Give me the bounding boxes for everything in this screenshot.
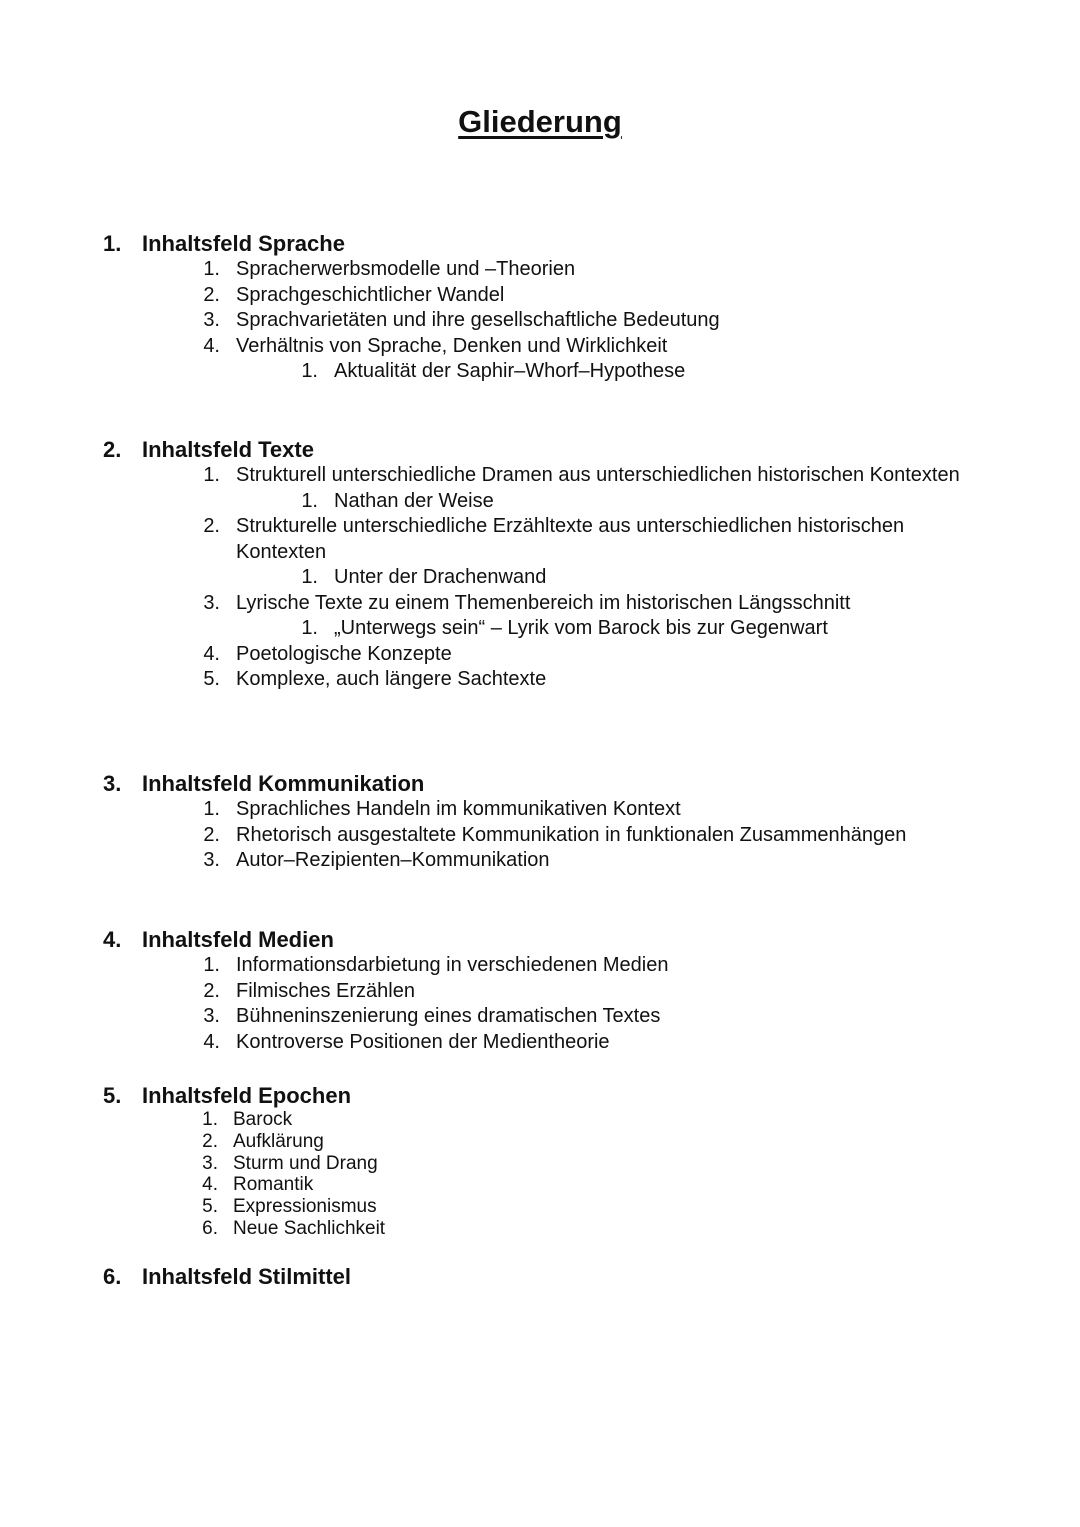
list-item [0,1196,1080,1218]
item-number: 3. [203,849,220,871]
list-item [0,1174,1080,1196]
list-item [0,642,1080,668]
item-text: Komplexe, auch längere Sachtexte [236,668,547,690]
section-heading [0,436,1080,463]
list-item [0,1030,1080,1056]
item-text: Romantik [233,1174,314,1196]
list-item [0,953,1080,979]
section-label: Inhaltsfeld Epochen [142,1083,352,1108]
item-text: Strukturell unterschiedliche Dramen aus unterschiedlichen historischen Kontexten [236,464,960,486]
item-number: 1. [203,798,220,820]
item-number: 1. [301,360,318,382]
list-item [0,591,1080,617]
item-number: 4. [203,1030,220,1053]
section-label: Inhaltsfeld Sprache [142,231,345,256]
item-number: 1. [301,489,318,512]
list-item [0,667,1080,693]
section-number: 6. [103,1264,122,1289]
item-text: Poetologische Konzepte [236,642,452,665]
list-item [0,1109,1080,1131]
list-item [0,1153,1080,1175]
item-text: Bühneninszenierung eines dramatischen Textes [236,1005,661,1027]
list-item [0,979,1080,1005]
item-text: Informationsdarbietung in verschiedenen Medien [236,954,669,976]
item-text: Aktualität der Saphir–Whorf–Hypothese [334,360,686,382]
section-heading [0,1082,1080,1109]
item-number: 3. [203,1005,220,1027]
section-medien [0,926,1080,1055]
item-number: 2. [203,515,220,537]
item-text: Verhältnis von Sprache, Denken und Wirklichkeit [236,334,668,357]
section-number: 2. [103,437,122,462]
item-number: 3. [203,309,220,331]
item-text: Lyrische Texte zu einem Themenbereich im historischen Längsschnitt [236,591,851,614]
item-number: 1. [203,258,220,280]
section-stilmittel [0,1263,1080,1290]
section-heading [0,1263,1080,1290]
list-item [0,848,1080,874]
item-text: Nathan der Weise [334,489,494,512]
section-heading [0,926,1080,953]
section-label: Inhaltsfeld Kommunikation [142,771,425,796]
item-number: 6. [202,1217,218,1239]
section-kommunikation [0,770,1080,874]
item-number: 1. [202,1109,218,1130]
item-number: 3. [202,1152,218,1174]
item-number: 2. [203,823,220,846]
item-text: Sturm und Drang [233,1152,378,1174]
sub-list-item [0,565,1080,591]
item-number: 5. [203,668,220,690]
item-text: Sprachgeschichtlicher Wandel [236,283,505,306]
item-number: 2. [202,1130,218,1152]
item-number: 3. [203,591,220,614]
list-item [0,823,1080,849]
item-number: 2. [203,283,220,306]
item-text: Expressionismus [233,1196,377,1218]
item-text: Unter der Drachenwand [334,566,547,588]
section-number: 5. [103,1083,122,1108]
list-item [0,463,1080,489]
item-number: 2. [203,979,220,1002]
list-item [0,797,1080,823]
page-title: Gliederung [458,104,622,139]
sub-list-item [0,359,1080,385]
list-item [0,283,1080,309]
item-text: Sprachvarietäten und ihre gesellschaftliche Bedeutung [236,309,720,331]
section-number: 1. [103,231,122,256]
list-item [0,334,1080,360]
list-item [0,1218,1080,1240]
section-label: Inhaltsfeld Texte [142,437,314,462]
item-text: Kontroverse Positionen der Medientheorie [236,1030,610,1053]
item-number: 4. [202,1174,218,1196]
sub-list-item [0,489,1080,515]
section-texte [0,436,1080,693]
list-item [0,257,1080,283]
section-number: 4. [103,927,122,952]
section-heading [0,230,1080,257]
section-heading [0,770,1080,797]
list-item [0,1004,1080,1030]
sub-list-item [0,616,1080,642]
item-number: 1. [203,464,220,486]
item-text: Filmisches Erzählen [236,979,415,1002]
item-number: 1. [301,617,318,639]
item-number: 4. [203,642,220,665]
section-number: 3. [103,771,122,796]
item-text: Autor–Rezipienten–Kommunikation [236,849,550,871]
item-text: Barock [233,1109,293,1130]
item-text: Sprachliches Handeln im kommunikativen Kontext [236,798,681,820]
list-item [0,308,1080,334]
list-item [0,1131,1080,1153]
section-epochen [0,1082,1080,1240]
item-text: Rhetorisch ausgestaltete Kommunikation in funktionalen Zusammenhängen [236,823,907,846]
item-text: Aufklärung [233,1130,324,1152]
section-sprache [0,230,1080,385]
item-text: Strukturelle unterschiedliche Erzähltexte aus unterschiedlichen historischen Kontexten [236,515,905,563]
section-label: Inhaltsfeld Stilmittel [142,1264,352,1289]
section-label: Inhaltsfeld Medien [142,927,334,952]
item-number: 1. [203,954,220,976]
item-number: 5. [202,1196,218,1218]
item-number: 4. [203,334,220,357]
item-text: „Unterwegs sein“ – Lyrik vom Barock bis zur Gegenwart [334,617,828,639]
item-number: 1. [301,566,318,588]
item-text: Spracherwerbsmodelle und –Theorien [236,258,576,280]
list-item [0,514,1080,565]
item-text: Neue Sachlichkeit [233,1217,386,1239]
